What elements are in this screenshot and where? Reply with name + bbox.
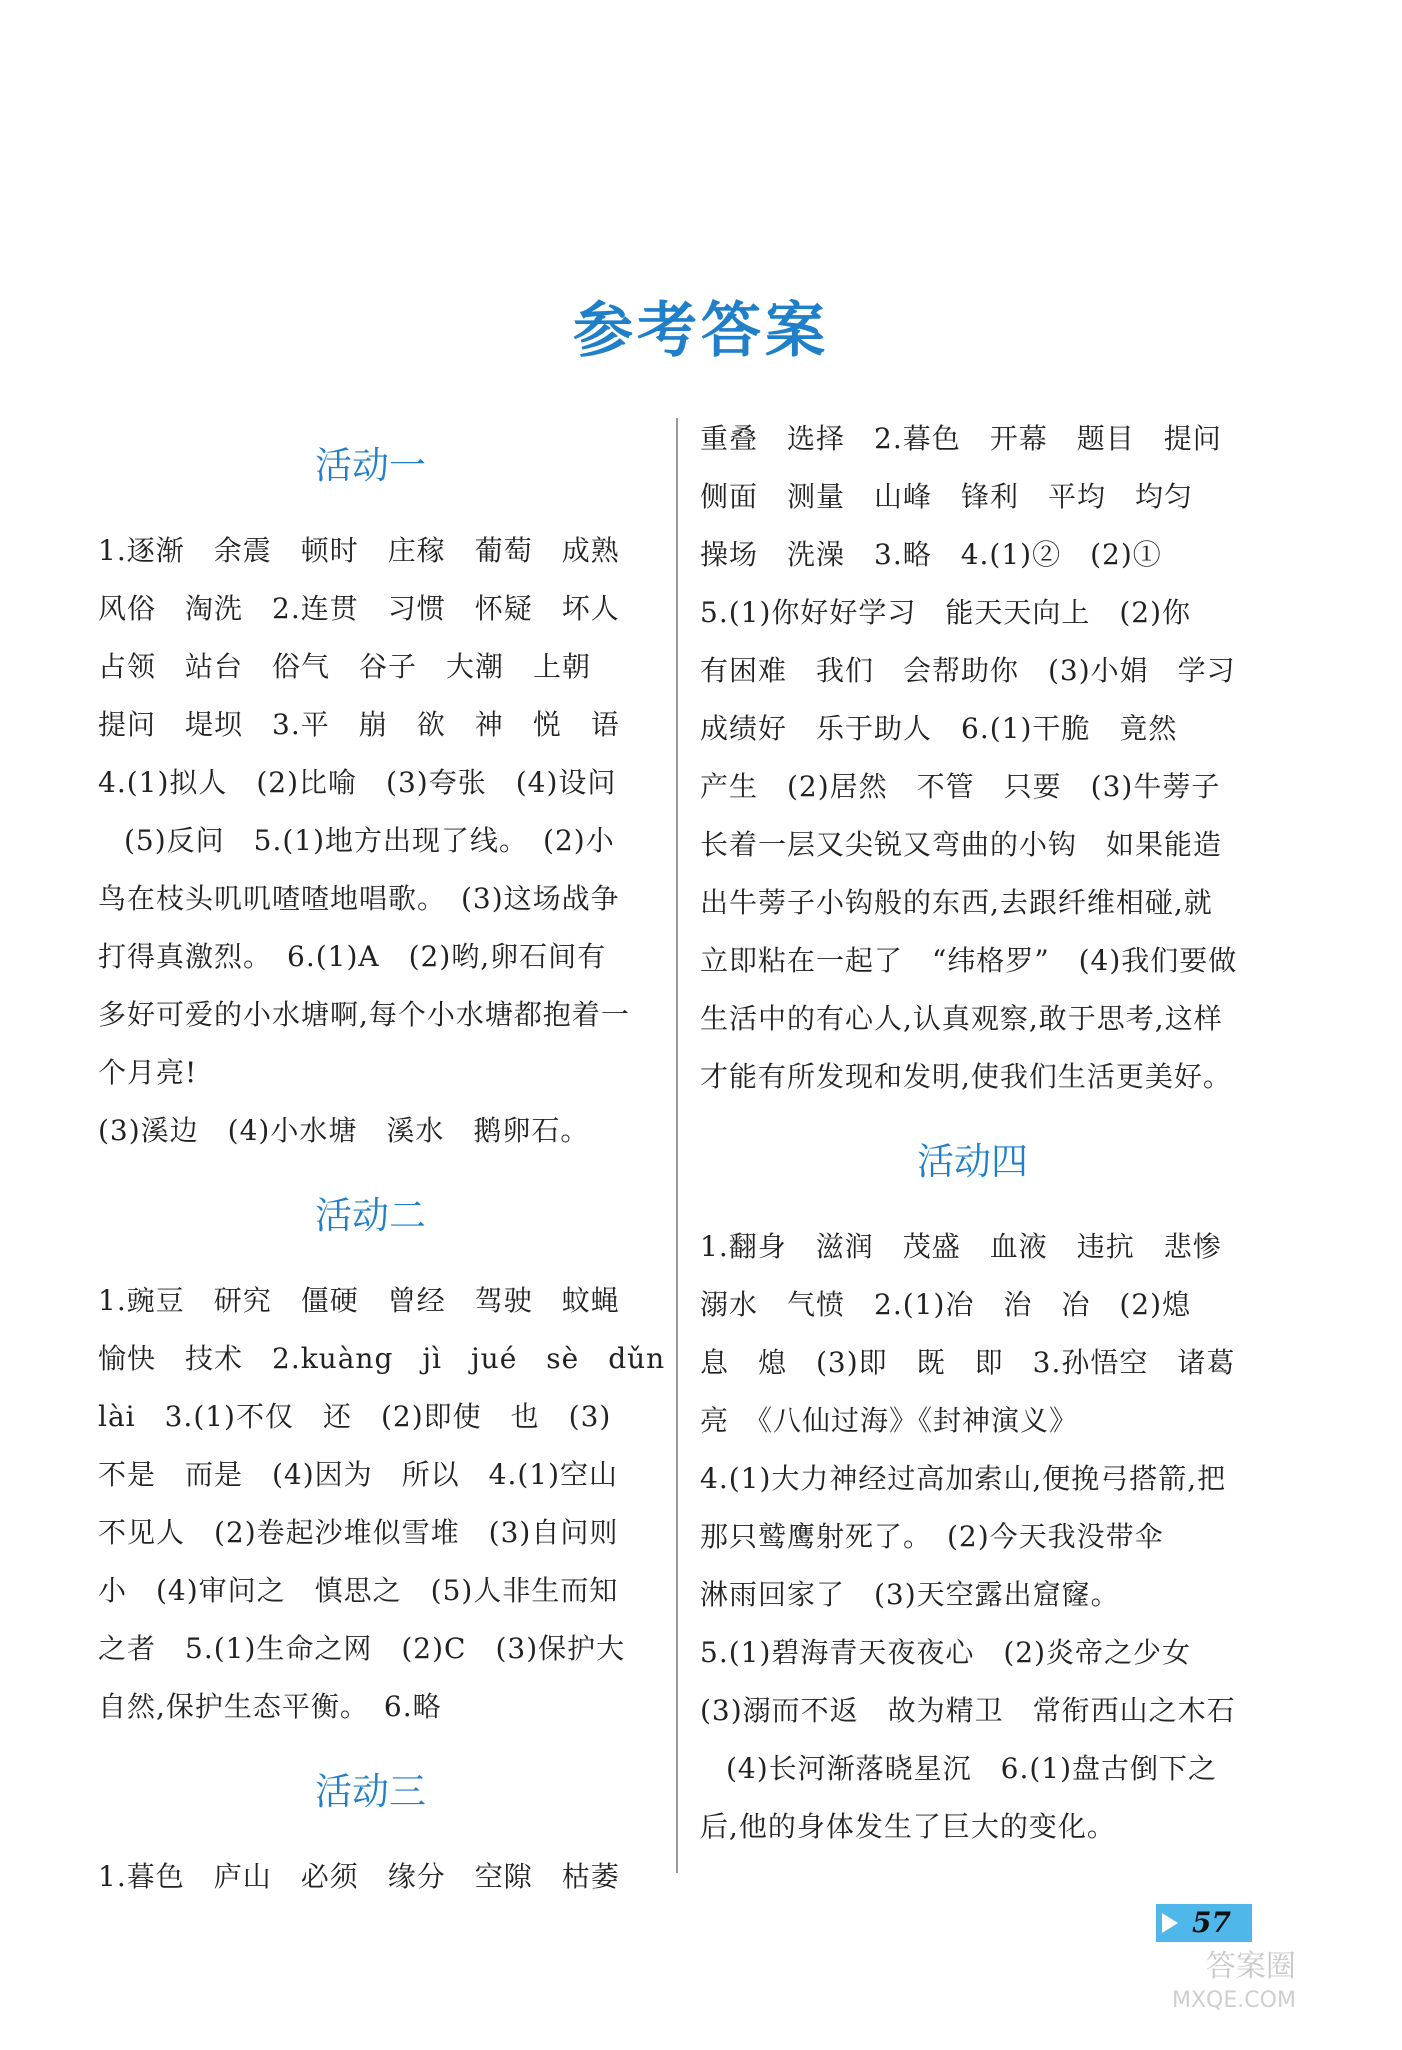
answer-line: 个月亮! <box>98 1056 198 1089</box>
answer-line: 那只鹫鹰射死了。 (2)今天我没带伞 <box>700 1520 1164 1553</box>
answer-line: 1.翻身 滋润 茂盛 血液 违抗 悲惨 <box>700 1230 1222 1263</box>
answer-line: 重叠 选择 2.暮色 开幕 题目 提问 <box>700 422 1222 455</box>
page-number: 57 <box>1192 1906 1231 1939</box>
answer-line: 占领 站台 俗气 谷子 大潮 上朝 <box>98 650 592 683</box>
answer-line: (3)溪边 (4)小水塘 溪水 鹅卵石。 <box>98 1114 590 1147</box>
answer-line: 1.豌豆 研究 僵硬 曾经 驾驶 蚊蝇 <box>98 1284 620 1317</box>
section-body-activity-2 <box>98 1272 666 1736</box>
answer-line: (3)溺而不返 故为精卫 常衔西山之木石 <box>700 1694 1236 1727</box>
section-body-activity-3 <box>98 1848 658 1906</box>
answer-line: 打得真激烈。 6.(1)A (2)哟,卵石间有 <box>98 940 607 973</box>
answer-line: 操场 洗澡 3.略 4.(1)② (2)① <box>700 538 1162 571</box>
page-title: 参考答案 <box>573 296 829 366</box>
section-heading-activity-4: 活动四 <box>917 1140 1028 1183</box>
answer-line: 提问 堤坝 3.平 崩 欲 神 悦 语 <box>98 708 620 741</box>
answer-line: 5.(1)你好好学习 能天天向上 (2)你 <box>700 596 1192 629</box>
answer-line: 成绩好 乐于助人 6.(1)干脆 竟然 <box>700 712 1178 745</box>
answer-line: 自然,保护生态平衡。 6.略 <box>98 1690 442 1723</box>
answer-line: 才能有所发现和发明,使我们生活更美好。 <box>700 1060 1232 1093</box>
answer-line: 多好可爱的小水塘啊,每个小水塘都抱着一 <box>98 998 630 1031</box>
answer-line: 愉快 技术 2.kuàng jì jué sè dǔn <box>98 1342 666 1375</box>
watermark-text: 答案圈 <box>1205 1949 1296 1984</box>
section-body-activity-1 <box>98 522 658 1160</box>
section-body-activity-4 <box>700 1218 1260 1856</box>
column-divider <box>676 418 678 1873</box>
answer-line: 小 (4)审问之 慎思之 (5)人非生而知 <box>98 1574 619 1607</box>
answer-line: 鸟在枝头叽叽喳喳地唱歌。 (3)这场战争 <box>98 882 620 915</box>
watermark-logo <box>1172 1950 1296 2018</box>
answer-line: 息 熄 (3)即 既 即 3.孙悟空 诸葛 <box>700 1346 1236 1379</box>
answer-line: 溺水 气愤 2.(1)冶 治 冶 (2)熄 <box>700 1288 1192 1321</box>
right-column <box>700 410 1260 1856</box>
left-column <box>98 410 666 1906</box>
answer-line: 侧面 测量 山峰 锋利 平均 均匀 <box>700 480 1194 513</box>
answer-line: 5.(1)碧海青天夜夜心 (2)炎帝之少女 <box>700 1636 1192 1669</box>
play-arrow-icon <box>1162 1913 1178 1933</box>
answer-line: 有困难 我们 会帮助你 (3)小娟 学习 <box>700 654 1236 687</box>
watermark-url: MXQE.COM <box>1172 1988 1296 2013</box>
answer-line: 后,他的身体发生了巨大的变化。 <box>700 1810 1116 1843</box>
answer-line: 立即粘在一起了 “纬格罗” (4)我们要做 <box>700 944 1238 977</box>
answer-line: 之者 5.(1)生命之网 (2)C (3)保护大 <box>98 1632 626 1665</box>
answer-line: 出牛蒡子小钩般的东西,去跟纤维相碰,就 <box>700 886 1213 919</box>
answer-line: 1.逐渐 余震 顿时 庄稼 葡萄 成熟 <box>98 534 620 567</box>
answer-line: lài 3.(1)不仅 还 (2)即使 也 (3) <box>98 1400 612 1433</box>
section-heading-activity-3: 活动三 <box>315 1770 426 1813</box>
answer-line: 不见人 (2)卷起沙堆似雪堆 (3)自问则 <box>98 1516 619 1549</box>
section-heading-activity-1: 活动一 <box>315 444 426 487</box>
answer-line: 不是 而是 (4)因为 所以 4.(1)空山 <box>98 1458 619 1491</box>
answer-line: 风俗 淘洗 2.连贯 习惯 怀疑 坏人 <box>98 592 620 625</box>
page-number-badge <box>1156 1904 1252 1942</box>
answer-line: (4)长河渐落晓星沉 6.(1)盘古倒下之 <box>726 1752 1218 1785</box>
section-heading-activity-2: 活动二 <box>315 1194 426 1237</box>
answer-line: 亮 《八仙过海》《封神演义》 <box>700 1404 1079 1437</box>
section-body-activity-3-continued <box>700 410 1260 1106</box>
answer-line: 产生 (2)居然 不管 只要 (3)牛蒡子 <box>700 770 1221 803</box>
answer-line: 4.(1)拟人 (2)比喻 (3)夸张 (4)设问 <box>98 766 617 799</box>
answer-line: 淋雨回家了 (3)天空露出窟窿。 <box>700 1578 1120 1611</box>
answer-line: (5)反问 5.(1)地方出现了线。 (2)小 <box>124 824 615 857</box>
answer-line: 生活中的有心人,认真观察,敢于思考,这样 <box>700 1002 1223 1035</box>
answer-line: 1.暮色 庐山 必须 缘分 空隙 枯萎 <box>98 1860 620 1893</box>
answer-line: 长着一层又尖锐又弯曲的小钩 如果能造 <box>700 828 1223 861</box>
answer-line: 4.(1)大力神经过高加索山,便挽弓搭箭,把 <box>700 1462 1227 1495</box>
